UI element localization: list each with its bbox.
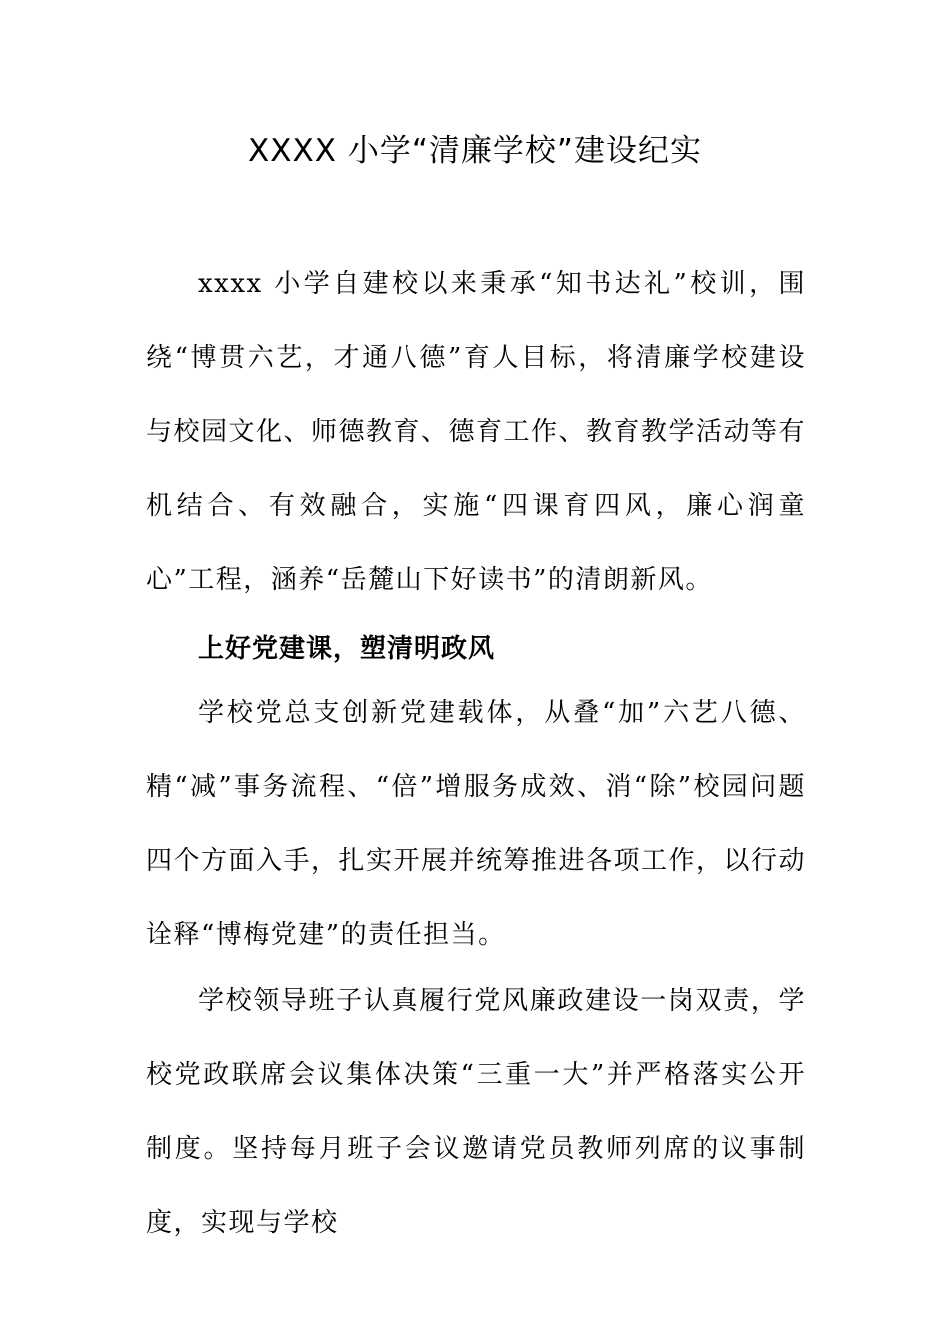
section-heading: 上好党建课，塑清明政风 <box>198 634 496 664</box>
intro-paragraph: xxxx 小学自建校以来秉承“知书达礼”校训，围绕“博贯六艺，才通八德”育人目标，将清廉学校建设与校园文化、师德教育、德育工作、教育教学活动等有机结合、有效融合，实施“四课育四风，廉心润童心”工程，涵养“岳麓山下好读书”的清朗新风。 <box>146 269 807 595</box>
body-paragraph-party-building: 学校党总支创新党建载体，从叠“加”六艺八德、精“减”事务流程、“倍”增服务成效、消“除”校园问题四个方面入手，扎实开展并统筹推进各项工作，以行动诠释“博梅党建”的责任担当。 <box>146 698 807 950</box>
body-paragraph-leadership: 学校领导班子认真履行党风廉政建设一岗双责，学校党政联席会议集体决策“三重一大”并严格落实公开制度。坚持每月班子会议邀请党员教师列席的议事制度，实现与学校 <box>146 986 806 1238</box>
document-title: XXXX 小学“清廉学校”建设纪实 <box>248 133 702 169</box>
